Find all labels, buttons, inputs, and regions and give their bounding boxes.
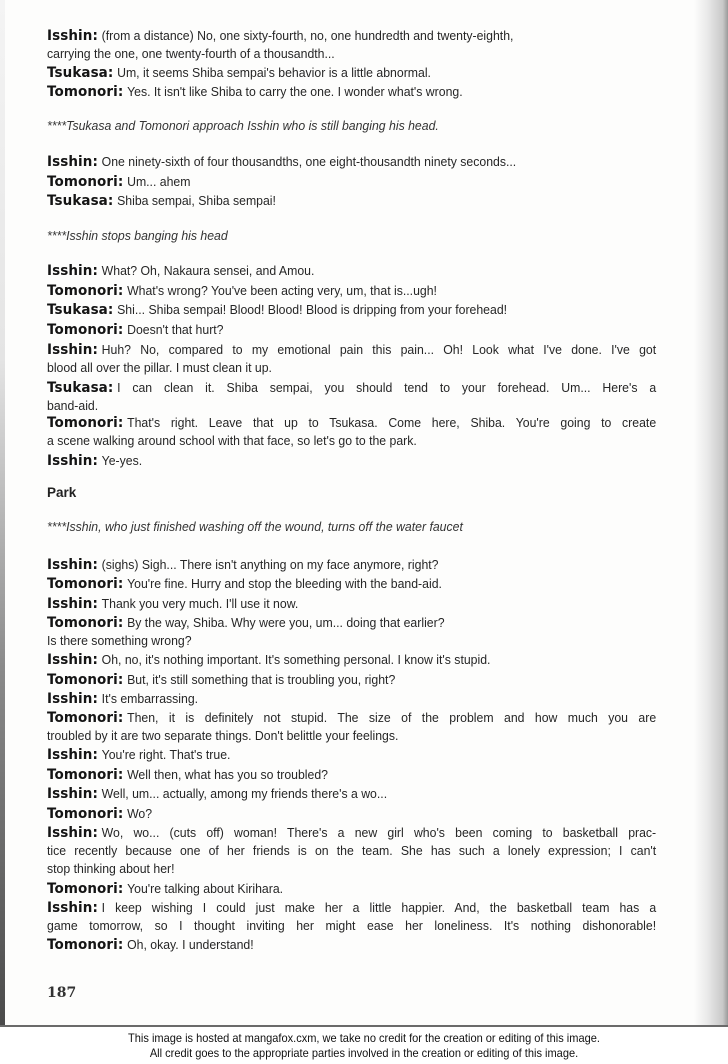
page-left-edge-shadow xyxy=(0,0,5,1027)
dialogue-line xyxy=(47,824,656,842)
dialogue-text: You're talking about Kirihara. xyxy=(127,881,284,896)
dialogue-line xyxy=(47,83,463,101)
speaker-name: Tsukasa: xyxy=(47,193,114,209)
dialogue-text: Then, it is definitely not stupid. The size of the problem and how much you are xyxy=(127,710,657,725)
speaker-name: Tomonori: xyxy=(47,322,124,338)
speaker-name: Tsukasa: xyxy=(47,302,114,318)
speaker-name: Isshin: xyxy=(47,557,98,573)
dialogue-text: Doesn't that hurt? xyxy=(127,322,224,337)
dialogue-text: What? Oh, Nakaura sensei, and Amou. xyxy=(101,263,315,278)
dialogue-text: carrying the one, one twenty-fourth of a thousandth... xyxy=(47,46,335,61)
dialogue-text: stop thinking about her! xyxy=(47,861,175,876)
dialogue-text: troubled by it are two separate things. Don't belittle your feelings. xyxy=(47,728,399,743)
dialogue-line xyxy=(47,301,507,319)
dialogue-text: Huh? No, compared to my emotional pain this pain... Oh! Look what I've done. I've got xyxy=(101,342,657,357)
dialogue-line xyxy=(47,785,387,803)
dialogue-text: Oh, okay. I understand! xyxy=(127,937,254,952)
speaker-name: Isshin: xyxy=(47,652,98,668)
page-number: 187 xyxy=(47,985,77,1001)
speaker-name: Tomonori: xyxy=(47,881,124,897)
dialogue-text: Oh, no, it's nothing important. It's something personal. I know it's stupid. xyxy=(101,652,491,667)
dialogue-line xyxy=(47,671,395,689)
dialogue-text: But, it's still something that is troubling you, right? xyxy=(127,672,396,687)
speaker-name: Tomonori: xyxy=(47,283,124,299)
page-binding-shadow xyxy=(694,0,728,1027)
dialogue-continuation xyxy=(47,45,335,63)
dialogue-line xyxy=(47,614,445,632)
dialogue-line xyxy=(47,262,314,280)
speaker-name: Tomonori: xyxy=(47,806,124,822)
dialogue-text: band-aid. xyxy=(47,398,99,413)
dialogue-continuation xyxy=(47,917,656,935)
dialogue-text: By the way, Shiba. Why were you, um... doing that earlier? xyxy=(127,615,445,630)
dialogue-text: I can clean it. Shiba sempai, you should tend to your forehead. Um... Here's a xyxy=(117,380,657,395)
dialogue-text: One ninety-sixth of four thousandths, one eight-thousandth ninety seconds... xyxy=(101,154,517,169)
dialogue-text: That's right. Leave that up to Tsukasa. Come here, Shiba. You're going to create xyxy=(127,415,657,430)
dialogue-text: Well then, what has you so troubled? xyxy=(127,767,328,782)
speaker-name: Tomonori: xyxy=(47,576,124,592)
dialogue-line xyxy=(47,766,328,784)
dialogue-continuation xyxy=(47,860,175,878)
scene-heading: Park xyxy=(47,485,77,500)
credit-line-2: All credit goes to the appropriate parties involved in the creation or editing of this image. xyxy=(149,1045,579,1060)
speaker-name: Tomonori: xyxy=(47,615,124,631)
dialogue-text: Um, it seems Shiba sempai's behavior is a little abnormal. xyxy=(117,65,431,80)
speaker-name: Tomonori: xyxy=(47,767,124,783)
speaker-name: Tomonori: xyxy=(47,415,124,431)
dialogue-text: Ye-yes. xyxy=(101,453,143,468)
dialogue-continuation xyxy=(47,727,398,745)
speaker-name: Isshin: xyxy=(47,342,98,358)
dialogue-text: Wo? xyxy=(127,806,153,821)
speaker-name: Tomonori: xyxy=(47,84,124,100)
dialogue-continuation xyxy=(47,432,417,450)
dialogue-text: You're fine. Hurry and stop the bleeding with the band-aid. xyxy=(127,576,442,591)
speaker-name: Isshin: xyxy=(47,263,98,279)
dialogue-line xyxy=(47,805,152,823)
dialogue-text: Yes. It isn't like Shiba to carry the one. I wonder what's wrong. xyxy=(127,84,463,99)
dialogue-text: Wo, wo... (cuts off) woman! There's a new girl who's been coming to basketball prac- xyxy=(101,825,657,840)
dialogue-line xyxy=(47,27,513,45)
dialogue-line xyxy=(47,192,276,210)
speaker-name: Isshin: xyxy=(47,453,98,469)
speaker-name: Isshin: xyxy=(47,825,98,841)
stage-direction: ****Isshin stops banging his head xyxy=(47,228,228,243)
speaker-name: Isshin: xyxy=(47,900,98,916)
speaker-name: Tomonori: xyxy=(47,174,124,190)
page-bottom-edge xyxy=(0,1025,728,1027)
dialogue-text: Shi... Shiba sempai! Blood! Blood! Blood is dripping from your forehead! xyxy=(117,302,508,317)
dialogue-line xyxy=(47,414,656,432)
credit-line-1: This image is hosted at mangafox.cxm, we take no credit for the creation or editing of this image. xyxy=(128,1031,600,1045)
dialogue-text: Shiba sempai, Shiba sempai! xyxy=(117,193,276,208)
dialogue-text: Thank you very much. I'll use it now. xyxy=(101,596,299,611)
speaker-name: Isshin: xyxy=(47,786,98,802)
stage-direction: ****Tsukasa and Tomonori approach Isshin who is still banging his head. xyxy=(47,118,439,133)
speaker-name: Tomonori: xyxy=(47,937,124,953)
speaker-name: Tsukasa: xyxy=(47,380,114,396)
dialogue-line xyxy=(47,880,283,898)
dialogue-line xyxy=(47,321,224,339)
dialogue-text: Is there something wrong? xyxy=(47,633,192,648)
dialogue-line xyxy=(47,709,656,727)
speaker-name: Tomonori: xyxy=(47,710,124,726)
dialogue-text: You're right. That's true. xyxy=(101,747,231,762)
dialogue-text: Well, um... actually, among my friends there's a wo... xyxy=(101,786,388,801)
dialogue-line xyxy=(47,575,442,593)
dialogue-text: tice recently because one of her friends is on the team. She has such a lonely expression; I can't xyxy=(47,843,657,858)
speaker-name: Tsukasa: xyxy=(47,65,114,81)
dialogue-line xyxy=(47,746,230,764)
dialogue-continuation xyxy=(47,397,98,415)
dialogue-text: It's embarrassing. xyxy=(101,691,199,706)
dialogue-text: What's wrong? You've been acting very, um, that is...ugh! xyxy=(127,283,437,298)
dialogue-line xyxy=(47,341,656,359)
dialogue-text: game tomorrow, so I thought inviting her might ease her loneliness. It's nothing dishonorable! xyxy=(47,918,657,933)
dialogue-text: blood all over the pillar. I must clean it up. xyxy=(47,360,272,375)
speaker-name: Isshin: xyxy=(47,154,98,170)
dialogue-line xyxy=(47,282,437,300)
dialogue-text: (from a distance) No, one sixty-fourth, no, one hundredth and twenty-eighth, xyxy=(101,28,514,43)
speaker-name: Isshin: xyxy=(47,596,98,612)
dialogue-line xyxy=(47,452,142,470)
dialogue-line xyxy=(47,556,439,574)
dialogue-line xyxy=(47,899,656,917)
dialogue-text: I keep wishing I could just make her a little happier. And, the basketball team has a xyxy=(101,900,657,915)
dialogue-continuation xyxy=(47,359,272,377)
dialogue-line xyxy=(47,690,198,708)
dialogue-text: (sighs) Sigh... There isn't anything on my face anymore, right? xyxy=(101,557,439,572)
dialogue-text: Um... ahem xyxy=(127,174,191,189)
dialogue-line xyxy=(47,651,490,669)
dialogue-line xyxy=(47,153,516,171)
dialogue-line xyxy=(47,595,298,613)
dialogue-text: a scene walking around school with that face, so let's go to the park. xyxy=(47,433,417,448)
speaker-name: Isshin: xyxy=(47,747,98,763)
speaker-name: Tomonori: xyxy=(47,672,124,688)
speaker-name: Isshin: xyxy=(47,691,98,707)
dialogue-line xyxy=(47,379,656,397)
dialogue-line xyxy=(47,64,431,82)
dialogue-line xyxy=(47,936,254,954)
speaker-name: Isshin: xyxy=(47,28,98,44)
stage-direction: ****Isshin, who just finished washing off the wound, turns off the water faucet xyxy=(47,519,463,534)
dialogue-continuation xyxy=(47,842,656,860)
hosting-credit xyxy=(0,1031,728,1060)
dialogue-line xyxy=(47,173,190,191)
dialogue-continuation xyxy=(47,632,192,650)
